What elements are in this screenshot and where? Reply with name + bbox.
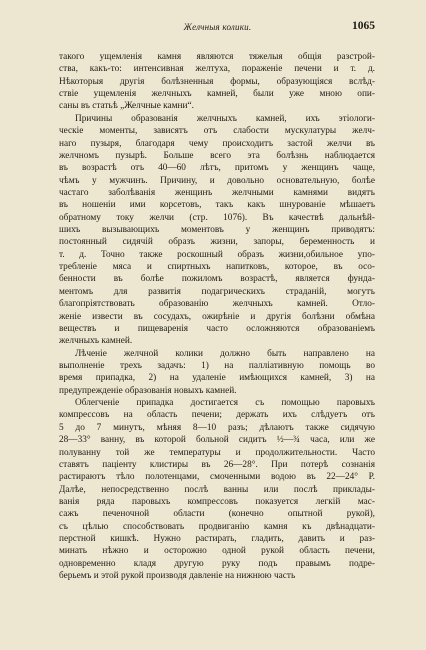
paragraph: [59, 113, 375, 348]
page-number: 1065: [352, 20, 375, 32]
text-line: съ цѣлью способствовать продвиганію камня къ двѣнадцати-: [59, 521, 375, 532]
text-line: благопріятствовать образованію желчныхъ камней. Отло-: [59, 299, 375, 310]
text-line: бенности въ болѣе пожиломъ возрастѣ, является фунда-: [59, 274, 375, 285]
text-line: растираютъ тѣло полотенцами, смоченными водою въ 22—24° Р.: [59, 472, 375, 483]
text-line: ванія ряда паровыхъ компрессовъ показуется легкій мас-: [59, 496, 375, 507]
text-line: желчномъ пузырѣ. Больше всего эта болѣзнь наблюдается: [59, 150, 375, 161]
text-line: выполненіе трехъ задачъ: 1) на палліативную помощь во: [59, 360, 375, 371]
running-head: [60, 22, 375, 36]
text-line: время припадка, 2) на удаленіе имѣющихся камней, 3) на: [59, 373, 375, 384]
text-line: постоянный сидячій образъ жизни, запоры, беременность и: [59, 237, 375, 248]
text-line: частаго заболѣванія женщинъ желчными камнями видятъ: [59, 187, 375, 198]
text-line: одновременно кладя другую руку подъ правымъ подре-: [59, 558, 375, 569]
text-line: Нѣкоторыя другія болѣзненныя формы, образующіяся вслѣд-: [59, 76, 375, 87]
paragraph: [59, 397, 375, 582]
paragraph: [59, 348, 375, 397]
text-line: Далѣе, непосредственно послѣ ванны или послѣ приклады-: [59, 484, 375, 495]
text-line: ческіе моменты, зависятъ отъ слабости мускулатуры желч-: [59, 126, 375, 137]
text-line: Облегченіе припадка достигается съ помощью паровыхъ: [75, 398, 375, 409]
body-text: [59, 51, 375, 582]
paragraph: [59, 51, 375, 113]
text-line: минать нѣжно и осторожно одной рукой область печени,: [59, 546, 375, 557]
text-line: ства, какъ-то: интенсивная желтуха, пораженіе печени и т. д.: [59, 64, 375, 75]
text-line: 28—33° ванну, въ которой больной сидитъ ½—¾ часа, или же: [59, 435, 375, 446]
text-line: чѣмъ у мужчинъ. Причину, и довольно основательную, болѣе: [59, 175, 375, 186]
text-line: саны въ статьѣ „Желчные камни“.: [59, 101, 194, 112]
text-line: ствіе ущемленія желчныхъ камней, были уже мною опи-: [59, 89, 375, 100]
text-line: т. д. Точно также роскошный образъ жизни,обильное упо-: [59, 249, 375, 260]
text-line: 5 до 7 минутъ, мѣняя 8—10 разъ; дѣлаютъ также сидячую: [59, 422, 375, 433]
text-line: полуванну той же температуры и продолжительности. Часто: [59, 447, 375, 458]
text-line: такого ущемленія камня являются тяжелыя общія разстрой-: [59, 52, 375, 62]
text-line: требленіе мяса и спиртныхъ напитковъ, которое, въ осо-: [59, 262, 375, 273]
text-line: шихъ вызывающихъ моментовъ у женщинъ приводятъ:: [59, 225, 375, 236]
text-line: предупрежденіе образованія новыхъ камней.: [59, 385, 237, 396]
text-line: ставятъ паціенту клистиры въ 26—28°. При потерѣ сознанія: [59, 459, 375, 470]
text-line: женіе извести въ сосудахъ, ожирѣніе и другія болѣзни обмѣна: [59, 311, 375, 322]
text-line: Лѣченіе желчной колики должно быть направлено на: [75, 348, 375, 359]
text-line: ментомъ для развитія подагрическихъ страданій, могутъ: [59, 286, 375, 297]
text-line: берьемъ и этой рукой производя давленіе на нижнюю часть: [59, 571, 296, 582]
text-line: сажъ печеночной области (конечно опытной рукой),: [59, 509, 375, 520]
text-line: перстной кишкѣ. Нужно растирать, гладить, давить и раз-: [59, 534, 375, 545]
text-line: компрессовъ на область печени; держать ихъ слѣдуетъ отъ: [59, 410, 375, 421]
text-line: желчныхъ камней.: [59, 336, 133, 347]
text-line: въ ношеніи ими корсетовъ, такъ какъ шнурованіе мѣшаетъ: [59, 200, 375, 211]
text-line: наго пузыря, благодаря чему происходитъ застой желчи въ: [59, 138, 375, 149]
running-title: Желчныя колики.: [183, 22, 252, 32]
text-line: въ возрастѣ отъ 40—60 лѣтъ, притомъ у женщинъ чаще,: [59, 163, 375, 174]
text-line: веществъ и пищеваренія часто осложняются образованіемъ: [59, 323, 375, 334]
text-line: обратному току желчи (стр. 1076). Въ качествѣ дальнѣй-: [59, 212, 375, 223]
text-line: Причины образованія желчныхъ камней, ихъ этіологи-: [75, 113, 375, 124]
